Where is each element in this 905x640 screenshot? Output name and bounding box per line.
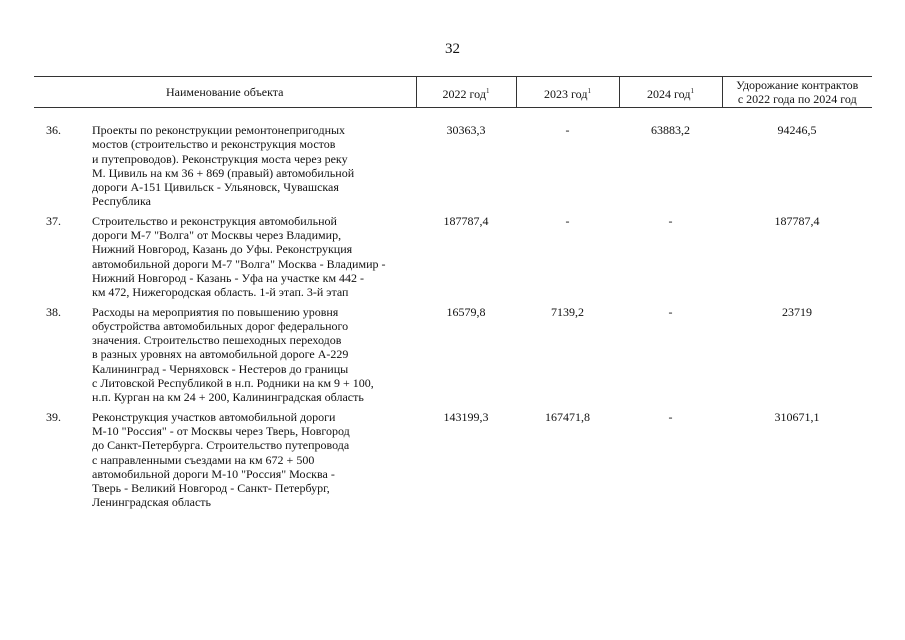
value-2024: -	[668, 304, 673, 319]
object-name	[92, 123, 354, 209]
object-name-line: автомобильной дороги М-10 "Россия" Москва -	[92, 466, 335, 481]
object-name-line: Проекты по реконструкции ремонтонепригодных	[92, 123, 346, 137]
object-name	[92, 305, 374, 405]
table-row	[34, 305, 872, 410]
object-name-line: Нижний Новгород - Казань - Уфа на участке км 442 -	[92, 270, 365, 285]
object-name	[92, 410, 350, 510]
value-2022: 187787,4	[443, 213, 489, 228]
value-2023: 7139,2	[551, 304, 584, 319]
header-year-2022: 2022 год$^1$	[416, 77, 516, 108]
value-2024: -	[668, 409, 673, 424]
object-cell	[34, 214, 416, 305]
object-name-line: М-10 "Россия" - от Москвы через Тверь, Новгород	[92, 423, 350, 438]
row-number: 36.	[46, 123, 61, 137]
object-name-line: мостов (строительство и реконструкция мостов	[92, 137, 336, 152]
object-name-line: Расходы на мероприятия по повышению уровня	[92, 304, 339, 319]
header-cost-increase: Удорожание контрактов с 2022 года по 2024 год	[722, 77, 872, 108]
table-row	[34, 214, 872, 305]
value-2023: 167471,8	[545, 409, 590, 424]
object-name-line: Республика	[92, 194, 151, 209]
object-name-line: до Санкт-Петербурга. Строительство путепровода	[92, 438, 350, 453]
row-number: 38.	[46, 304, 61, 319]
objects-table	[34, 76, 872, 515]
object-name-line: км 472, Нижегородская область. 1-й этап. 3-й этап	[92, 285, 349, 300]
object-name-line: Нижний Новгород, Казань до Уфы. Реконструкция	[92, 242, 353, 257]
row-number: 39.	[46, 409, 61, 424]
value-2023: -	[565, 213, 570, 228]
object-cell	[34, 123, 416, 214]
object-name-line: с Литовской Республикой в н.п. Родники на км 9 + 100,	[92, 376, 374, 391]
value-2022: 30363,3	[446, 123, 486, 137]
object-name-line: дороги М-7 "Волга" от Москвы через Владимир,	[92, 228, 342, 243]
table-row	[34, 123, 872, 214]
object-name-line: дороги А-151 Цивильск - Ульяновск, Чувашская	[92, 180, 339, 195]
object-name-line: и путепроводов). Реконструкция моста через реку	[92, 151, 348, 166]
value-2024: -	[668, 213, 673, 228]
page-number: 32	[445, 41, 460, 57]
object-name-line: значения. Строительство пешеходных переходов	[92, 333, 342, 348]
object-name-line: Тверь - Великий Новгород - Санкт- Петербург,	[92, 481, 330, 496]
object-cell	[34, 305, 416, 410]
object-name-line: обустройства автомобильных дорог федерального	[92, 318, 349, 333]
header-object-name: Наименование объекта	[34, 77, 416, 108]
value-cost-increase: 94246,5	[777, 123, 817, 137]
object-name-line: автомобильной дороги М-7 "Волга" Москва - Владимир -	[92, 256, 386, 271]
object-name	[92, 214, 385, 300]
value-2024: 63883,2	[651, 123, 690, 137]
object-name-line: н.п. Курган на км 24 + 200, Калининградская область	[92, 390, 364, 405]
row-number: 37.	[46, 213, 61, 228]
table-header-row	[34, 77, 872, 108]
object-name-line: М. Цивиль на км 36 + 869 (правый) автомобильной	[92, 165, 355, 180]
value-2022: 16579,8	[446, 304, 486, 319]
object-name-line: Реконструкция участков автомобильной дороги	[92, 409, 336, 424]
value-cost-increase: 23719	[782, 304, 812, 319]
object-name-line: Строительство и реконструкция автомобильной	[92, 213, 337, 228]
header-year-2024: 2024 год$^1$	[619, 77, 722, 108]
header-year-2023: 2023 год$^1$	[516, 77, 619, 108]
value-2022: 143199,3	[443, 409, 489, 424]
object-name-line: с направленными съездами на км 672 + 500	[92, 452, 315, 467]
object-name-line: в разных уровнях на автомобильной дороге А-229	[92, 347, 349, 362]
value-2023: -	[565, 123, 570, 137]
object-name-line: Калининград - Черняховск - Нестеров до границы	[92, 361, 349, 376]
value-cost-increase: 310671,1	[774, 409, 820, 424]
value-cost-increase: 187787,4	[774, 213, 820, 228]
object-name-line: Ленинградская область	[92, 495, 211, 510]
table-row	[34, 410, 872, 515]
object-cell	[34, 410, 416, 515]
